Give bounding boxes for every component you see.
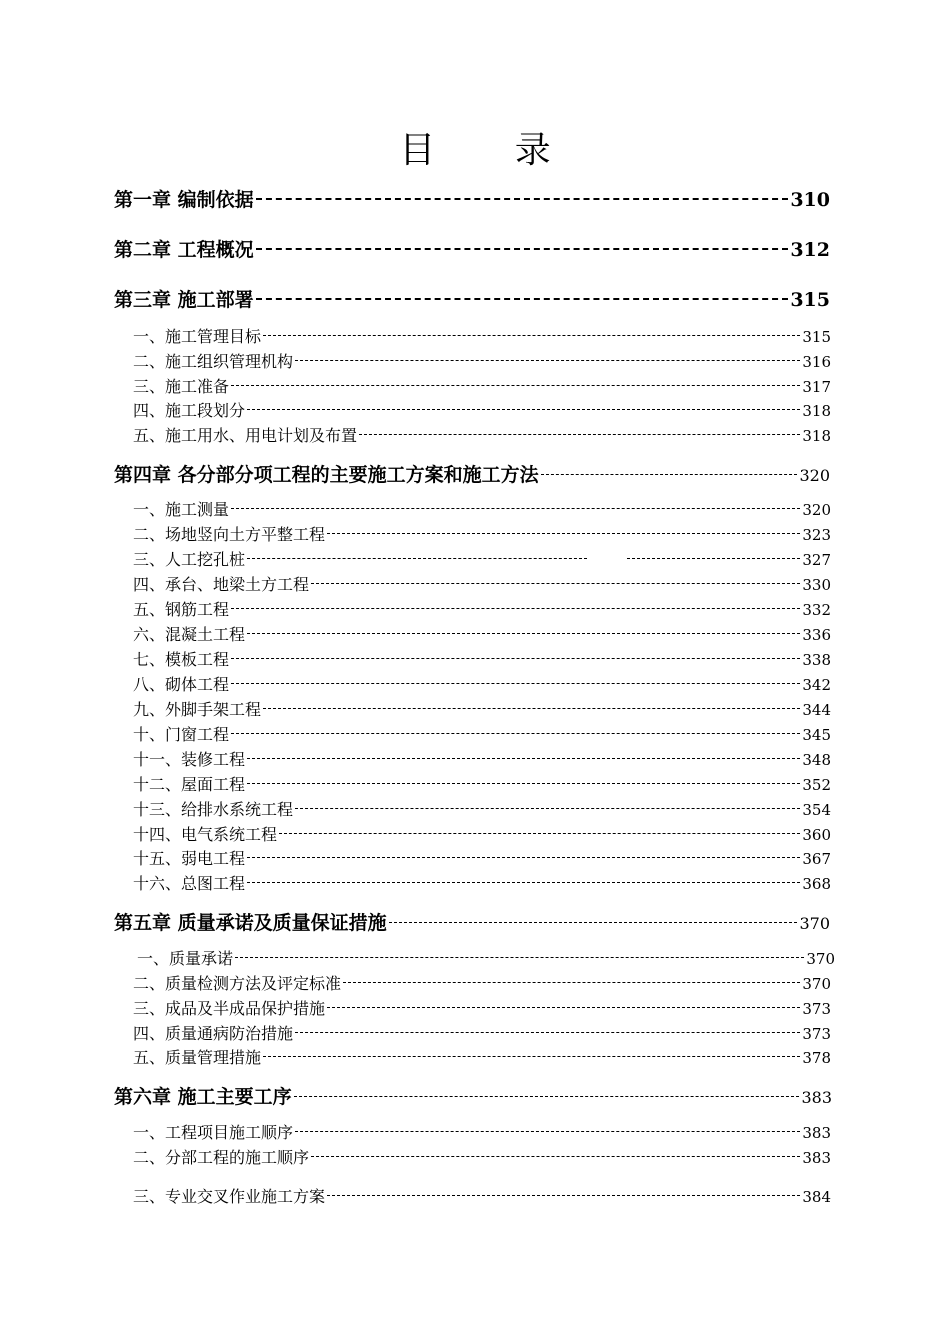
- section-label: 五、钢筋工程: [133, 600, 230, 619]
- section-page-number: 354: [802, 801, 831, 819]
- section-page-number: 360: [802, 826, 831, 844]
- section-page-number: 370: [806, 950, 835, 968]
- leader-dots: [247, 783, 800, 784]
- leader-dots: [295, 808, 800, 809]
- toc-chapter-3[interactable]: [114, 286, 830, 314]
- leader-dots: [231, 683, 800, 684]
- section-label: 九、外脚手架工程: [133, 700, 262, 719]
- section-page-number: 336: [802, 626, 831, 644]
- toc-section[interactable]: [133, 399, 831, 423]
- toc-section[interactable]: [133, 598, 831, 622]
- section-label: 一、质量承诺: [137, 949, 234, 968]
- section-label: 二、质量检测方法及评定标准: [133, 974, 342, 993]
- leader-dots: [294, 1096, 800, 1097]
- toc-chapter-5[interactable]: [114, 909, 830, 937]
- leader-dots: [247, 409, 800, 410]
- toc-section[interactable]: [133, 673, 831, 697]
- leader-dots: [231, 608, 800, 609]
- toc-section[interactable]: [133, 723, 831, 747]
- toc-section[interactable]: [133, 498, 831, 522]
- leader-dots: [295, 360, 800, 361]
- chapter-page-number: 383: [801, 1088, 832, 1107]
- section-label: 八、砌体工程: [133, 675, 230, 694]
- toc-chapter-2[interactable]: [114, 236, 830, 264]
- toc-section[interactable]: [133, 1046, 831, 1070]
- toc-section[interactable]: [133, 972, 831, 996]
- section-label: 六、混凝土工程: [133, 625, 246, 644]
- leader-dots: [389, 922, 798, 923]
- chapter-label: 第一章 编制依据: [114, 189, 254, 211]
- leader-dots: [256, 298, 789, 300]
- section-label: 五、质量管理措施: [133, 1048, 262, 1067]
- toc-section[interactable]: [133, 325, 831, 349]
- section-label: 二、施工组织管理机构: [133, 352, 294, 371]
- toc-section[interactable]: [133, 1185, 831, 1209]
- section-label: 一、施工测量: [133, 500, 230, 519]
- section-page-number: 317: [802, 378, 831, 396]
- section-page-number: 316: [802, 353, 831, 371]
- section-page-number: 338: [802, 651, 831, 669]
- section-label: 三、人工挖孔桩: [133, 550, 246, 569]
- leader-dots: [311, 583, 800, 584]
- leader-dots: [359, 434, 800, 435]
- section-label: 五、施工用水、用电计划及布置: [133, 426, 358, 445]
- toc-section[interactable]: [133, 748, 831, 772]
- section-page-number: 383: [802, 1149, 831, 1167]
- toc-section[interactable]: [133, 350, 831, 374]
- leader-dots: [263, 1056, 800, 1057]
- leader-dots: [327, 1195, 800, 1196]
- toc-section[interactable]: [133, 375, 831, 399]
- chapter-label: 第四章 各分部分项工程的主要施工方案和施工方法: [114, 464, 539, 486]
- toc-section[interactable]: [133, 548, 831, 572]
- section-label: 十二、屋面工程: [133, 775, 246, 794]
- section-page-number: 318: [802, 402, 831, 420]
- leader-dots: [279, 833, 800, 834]
- leader-dots: [263, 708, 800, 709]
- section-page-number: 315: [802, 328, 831, 346]
- section-label: 十、门窗工程: [133, 725, 230, 744]
- leader-dots: [327, 1007, 800, 1008]
- toc-section[interactable]: [137, 947, 835, 971]
- chapter-label: 第三章 施工部署: [114, 289, 254, 311]
- toc-section[interactable]: [133, 698, 831, 722]
- chapter-page-number: 312: [790, 239, 830, 261]
- toc-section[interactable]: [133, 997, 831, 1021]
- section-label: 四、施工段划分: [133, 401, 246, 420]
- section-page-number: 318: [802, 427, 831, 445]
- leader-dots: [295, 1032, 800, 1033]
- toc-chapter-4[interactable]: [114, 461, 830, 489]
- section-label: 十五、弱电工程: [133, 849, 246, 868]
- section-label: 十六、总图工程: [133, 874, 246, 893]
- leader-dots: [256, 198, 789, 200]
- chapter-page-number: 310: [790, 189, 830, 211]
- section-page-number: 332: [802, 601, 831, 619]
- leader-dots: [256, 248, 789, 250]
- section-page-number: 320: [802, 501, 831, 519]
- section-label: 一、施工管理目标: [133, 327, 262, 346]
- leader-dots: [245, 564, 802, 565]
- section-label: 四、质量通病防治措施: [133, 1024, 294, 1043]
- toc-section[interactable]: [133, 424, 831, 448]
- leader-dots: [263, 335, 800, 336]
- leader-dots: [343, 982, 800, 983]
- toc-section[interactable]: [133, 1146, 831, 1170]
- chapter-page-number: 315: [790, 289, 830, 311]
- chapter-label: 第二章 工程概况: [114, 239, 254, 261]
- section-page-number: 367: [802, 850, 831, 868]
- section-page-number: 378: [802, 1049, 831, 1067]
- section-page-number: 368: [802, 875, 831, 893]
- section-label: 四、承台、地梁土方工程: [133, 575, 310, 594]
- chapter-label: 第五章 质量承诺及质量保证措施: [114, 912, 387, 934]
- toc-title: 目 录: [399, 130, 585, 171]
- toc-section[interactable]: [133, 623, 831, 647]
- section-page-number: 323: [802, 526, 831, 544]
- toc-section[interactable]: [133, 773, 831, 797]
- section-page-number: 373: [802, 1025, 831, 1043]
- toc-section[interactable]: [133, 798, 831, 822]
- section-label: 十三、给排水系统工程: [133, 800, 294, 819]
- leader-dots: [247, 633, 800, 634]
- section-label: 十一、装修工程: [133, 750, 246, 769]
- section-label: 三、专业交叉作业施工方案: [133, 1187, 326, 1206]
- leader-dots: [247, 882, 800, 883]
- toc-chapter-1[interactable]: [114, 186, 830, 214]
- section-label: 十四、电气系统工程: [133, 825, 278, 844]
- section-page-number: 352: [802, 776, 831, 794]
- chapter-page-number: 320: [799, 466, 830, 485]
- chapter-label: 第六章 施工主要工序: [114, 1086, 292, 1108]
- toc-section[interactable]: [133, 1022, 831, 1046]
- leader-dots: [311, 1156, 800, 1157]
- chapter-page-number: 370: [799, 914, 830, 933]
- section-page-number: 327: [802, 551, 831, 569]
- leader-dots: [231, 385, 800, 386]
- leader-dots: [235, 957, 804, 958]
- toc-chapter-6[interactable]: [114, 1083, 832, 1111]
- section-label: 二、分部工程的施工顺序: [133, 1148, 310, 1167]
- section-page-number: 344: [802, 701, 831, 719]
- leader-dots: [247, 857, 800, 858]
- leader-dots: [327, 533, 800, 534]
- toc-section[interactable]: [133, 523, 831, 547]
- leader-dots: [231, 508, 800, 509]
- toc-section[interactable]: [133, 872, 831, 896]
- section-page-number: 383: [802, 1124, 831, 1142]
- section-page-number: 384: [802, 1188, 831, 1206]
- section-page-number: 345: [802, 726, 831, 744]
- leader-dots: [541, 474, 798, 475]
- section-label: 三、施工准备: [133, 377, 230, 396]
- section-label: 二、场地竖向土方平整工程: [133, 525, 326, 544]
- toc-section[interactable]: [133, 648, 831, 672]
- section-label: 七、模板工程: [133, 650, 230, 669]
- section-label: 一、工程项目施工顺序: [133, 1123, 294, 1142]
- leader-dots: [231, 658, 800, 659]
- toc-section[interactable]: [133, 1121, 831, 1145]
- leader-dots: [295, 1131, 800, 1132]
- section-page-number: 330: [802, 576, 831, 594]
- leader-dots: [231, 733, 800, 734]
- toc-section[interactable]: [133, 847, 831, 871]
- toc-section[interactable]: [133, 823, 831, 847]
- leader-dots: [247, 758, 800, 759]
- toc-section[interactable]: [133, 573, 831, 597]
- section-label: 三、成品及半成品保护措施: [133, 999, 326, 1018]
- section-page-number: 373: [802, 1000, 831, 1018]
- section-page-number: 370: [802, 975, 831, 993]
- section-page-number: 348: [802, 751, 831, 769]
- section-page-number: 342: [802, 676, 831, 694]
